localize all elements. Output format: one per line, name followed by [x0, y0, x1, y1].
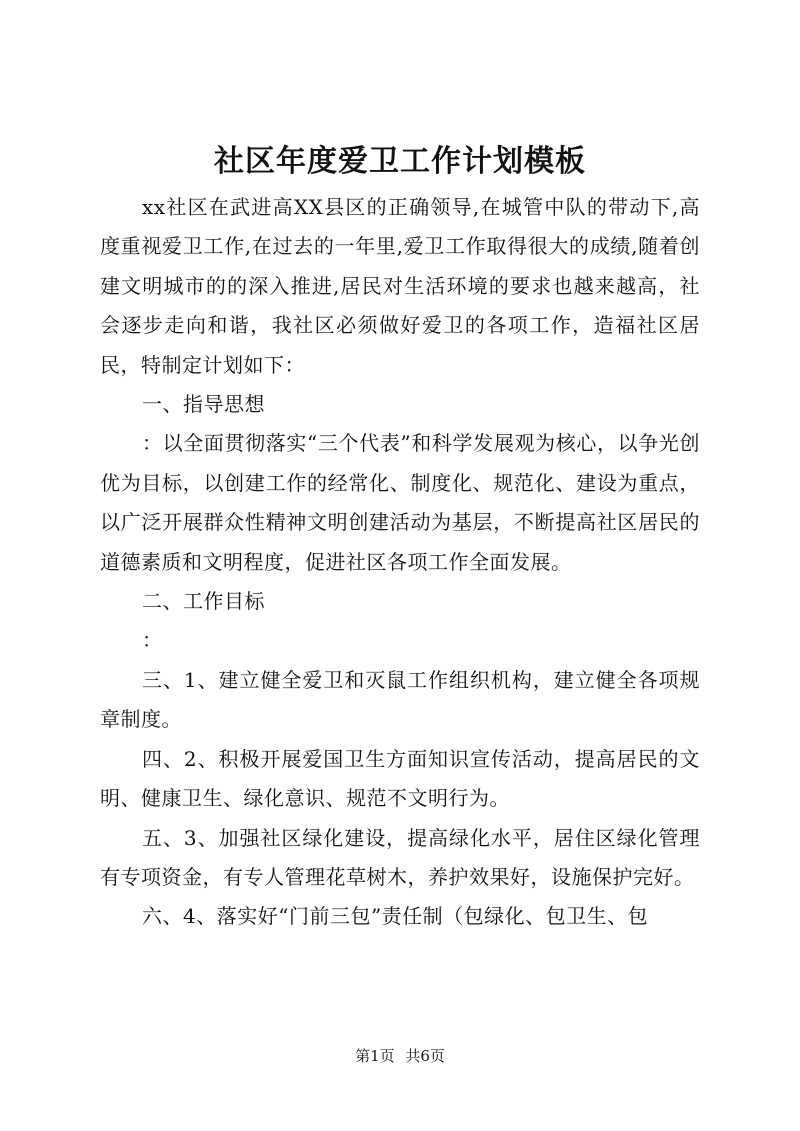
paragraph-intro: xx社区在武进高XX县区的正确领导,在城管中队的带动下,高度重视爱卫工作,在过去的一年里,爱卫工作取得很大的成绩,随着创建文明城市的的深入推进,居民对生活环境的要求也越来越高，社会逐步走向和谐，我社区必须做好爱卫的各项工作，造福社区居民，特制定计划如下： — [100, 195, 700, 377]
list-item-2: 四、2、积极开展爱国卫生方面知识宣传活动，提高居民的文明、健康卫生、绿化意识、规范不文明行为。 — [100, 746, 700, 811]
document-title: 社区年度爱卫工作计划模板 — [214, 144, 586, 179]
page-total: 共6页 — [405, 1047, 445, 1065]
heading-guiding-thought: 一、指导思想 — [142, 392, 265, 417]
page-footer — [0, 1046, 800, 1066]
paragraph-work-goals: ： — [142, 628, 163, 653]
heading-work-goals: 二、工作目标 — [142, 589, 265, 614]
list-item-4: 六、4、落实好“门前三包”责任制（包绿化、包卫生、包 — [142, 904, 649, 929]
list-item-1: 三、1、建立健全爱卫和灭鼠工作组织机构，建立健全各项规章制度。 — [100, 667, 700, 732]
list-item-3: 五、3、加强社区绿化建设，提高绿化水平，居住区绿化管理有专项资金，有专人管理花草树木，养护效果好，设施保护完好。 — [100, 825, 700, 889]
document-body — [100, 188, 700, 937]
paragraph-guiding-thought: ：以全面贯彻落实“三个代表”和科学发展观为核心，以争光创优为目标，以创建工作的经常化、制度化、规范化、建设为重点，以广泛开展群众性精神文明创建活动为基层，不断提高社区居民的道德素质和文明程度，促进社区各项工作全面发展。 — [100, 431, 700, 574]
page-number: 第1页 — [355, 1047, 395, 1065]
